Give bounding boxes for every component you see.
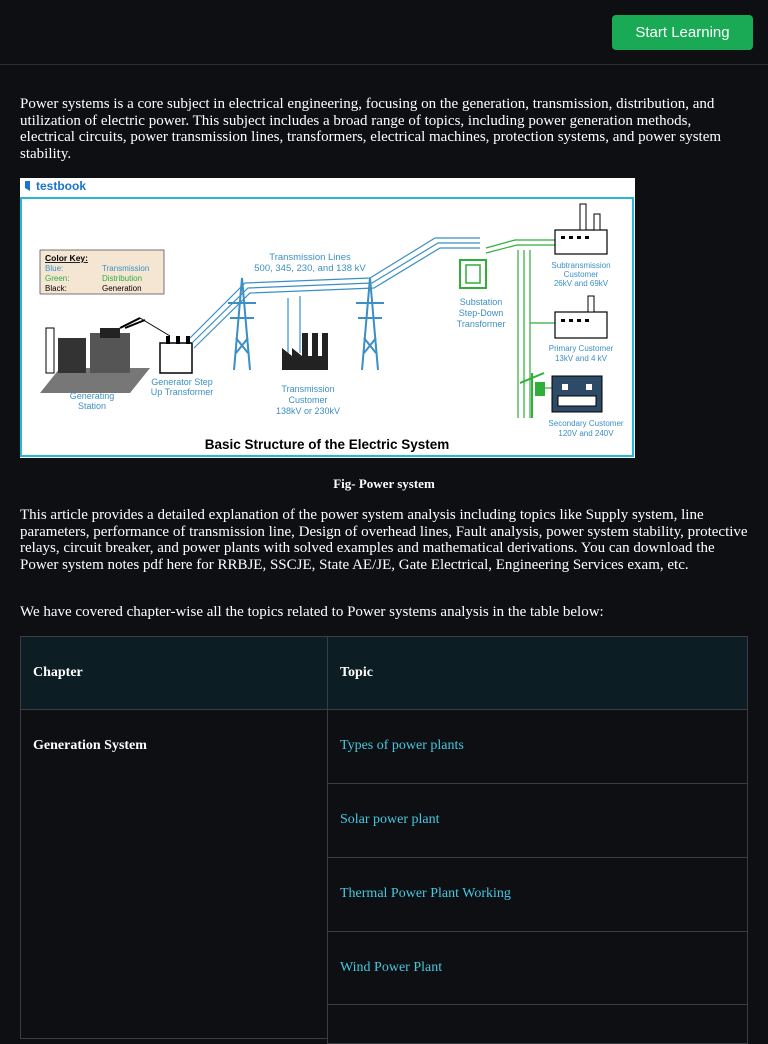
subtrans-label-1: Subtransmission bbox=[551, 261, 611, 270]
key-transmission: Transmission bbox=[102, 264, 150, 273]
testbook-logo-icon bbox=[25, 181, 30, 191]
secondary-customer-house-icon bbox=[552, 376, 602, 412]
header-topic-label: Topic bbox=[340, 665, 373, 680]
table-intro: We have covered chapter-wise all the topics related to Power systems analysis in the table below: bbox=[20, 604, 604, 620]
power-system-figure bbox=[20, 178, 635, 458]
table-header-topic bbox=[327, 636, 748, 710]
topic-row bbox=[327, 1004, 748, 1044]
key-distribution: Distribution bbox=[102, 274, 143, 283]
subtrans-label-3: 26kV and 69kV bbox=[553, 279, 609, 288]
topic-row bbox=[327, 857, 748, 932]
secondary-label-1: Secondary Customer bbox=[548, 419, 624, 428]
topic-row bbox=[327, 709, 748, 784]
substation-label-1: Substation bbox=[459, 297, 503, 307]
start-learning-button[interactable]: Start Learning bbox=[612, 15, 753, 50]
key-blue: Blue: bbox=[45, 264, 64, 273]
topic-link-types-of-power-plants[interactable]: Types of power plants bbox=[340, 738, 464, 753]
topic-link-solar-power-plant[interactable]: Solar power plant bbox=[340, 812, 440, 827]
color-key-title: Color Key: bbox=[45, 253, 88, 263]
top-bar bbox=[0, 0, 768, 65]
trans-customer-label-2: Customer bbox=[288, 395, 328, 405]
primary-label-1: Primary Customer bbox=[548, 344, 614, 353]
gen-step-up-label-1: Generator Step bbox=[151, 377, 213, 387]
figure-caption: Fig- Power system bbox=[333, 476, 435, 491]
trans-customer-label-1: Transmission bbox=[281, 384, 335, 394]
key-green: Green: bbox=[45, 274, 70, 283]
gen-step-up-label-2: Up Transformer bbox=[150, 387, 214, 397]
topic-row bbox=[327, 783, 748, 858]
key-black: Black: bbox=[45, 284, 67, 293]
chapter-label: Generation System bbox=[33, 738, 147, 753]
voltages-label: 500, 345, 230, and 138 kV bbox=[254, 263, 366, 274]
key-generation: Generation bbox=[102, 284, 142, 293]
primary-label-2: 13kV and 4 kV bbox=[554, 354, 608, 363]
substation-transformer-icon bbox=[460, 260, 486, 288]
article-description: This article provides a detailed explanation of the power system analysis including topics like Supply system, line parameters, performance of transmission line, Design of overhead lines, Fault analysis, power system stability, protective relays, circuit breaker, and power plants with solved examples and mathematical derivations. You can download the Power system notes pdf here for RRBJE, SSCJE, State AE/JE, Gate Electrical, Engineering Services exam, etc. bbox=[20, 507, 748, 573]
trans-customer-label-3: 138kV or 230kV bbox=[275, 406, 341, 416]
topic-link-wind-power-plant[interactable]: Wind Power Plant bbox=[340, 960, 443, 975]
topic-row bbox=[327, 931, 748, 1005]
intro-paragraph: Power systems is a core subject in electrical engineering, focusing on the generation, transmission, distribution, and utilization of electric power. This subject includes a broad range of topics, including power generation methods, electrical circuits, power transmission lines, transformers, electrical machines, protection systems, and power system stability. bbox=[20, 96, 722, 162]
chapter-cell bbox=[20, 709, 328, 1039]
secondary-label-2: 120V and 240V bbox=[558, 429, 614, 438]
substation-label-3: Transformer bbox=[456, 319, 506, 329]
generating-station-label-2: Station bbox=[77, 401, 107, 411]
transmission-lines-label: Transmission Lines bbox=[269, 252, 351, 263]
power-system-diagram bbox=[20, 178, 635, 458]
header-chapter-label: Chapter bbox=[33, 665, 83, 680]
intro-section bbox=[20, 96, 748, 162]
table-header-chapter bbox=[20, 636, 328, 710]
figure-title: Basic Structure of the Electric System bbox=[204, 437, 450, 452]
subtrans-label-2: Customer bbox=[563, 270, 599, 279]
brand-label: testbook bbox=[36, 179, 87, 193]
substation-label-2: Step-Down bbox=[458, 308, 504, 318]
topic-link-thermal-power-plant[interactable]: Thermal Power Plant Working bbox=[340, 886, 511, 901]
generating-station-label-1: Generating bbox=[69, 391, 115, 401]
